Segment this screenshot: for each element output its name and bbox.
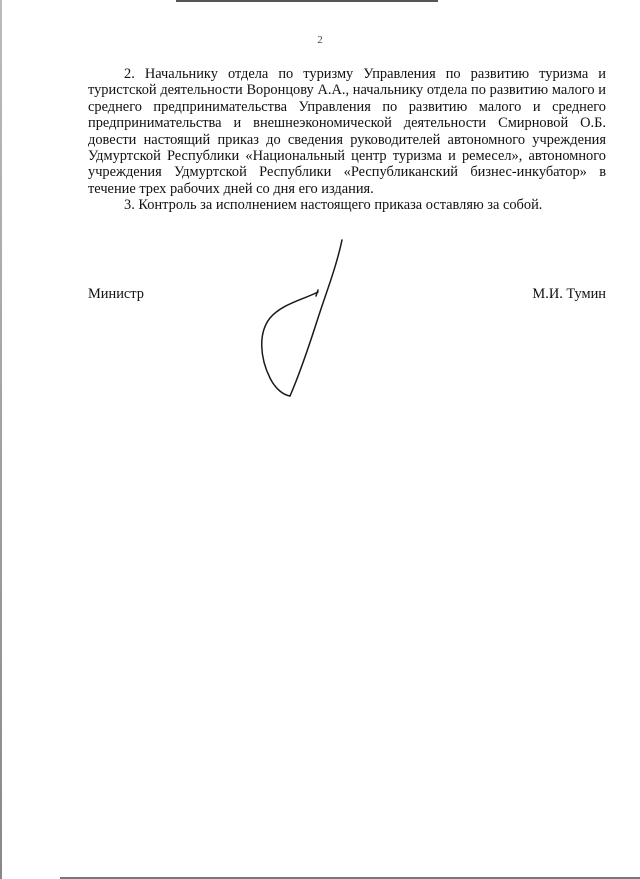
- page-number: 2: [317, 34, 323, 46]
- paragraph-3: 3. Контроль за исполнением настоящего приказа оставляю за собой.: [124, 197, 543, 214]
- handwritten-signature: [250, 238, 350, 403]
- document-body: [88, 66, 606, 214]
- scan-edge-top: [176, 0, 438, 2]
- signatory-title: Министр: [88, 286, 144, 302]
- signatory-name: М.И. Тумин: [532, 286, 606, 302]
- paragraph-2: 2. Начальнику отдела по туризму Управления по развитию туризма и туристской деятельности Воронцову А.А., начальнику отдела по развитию малого и среднего предпринимательства Управления по развитию малого и среднего предпринимательства и внешнеэкономической деятельности Смирновой О.Б. довести настоящий приказ до сведения руководителей автономного учреждения Удмуртской Республики «Национальный центр туризма и ремесел», автономного учреждения Удмуртской Республики «Республиканский бизнес-инкубатор» в течение трех рабочих дней со дня его издания.: [88, 66, 606, 197]
- scan-edge-left: [0, 0, 2, 879]
